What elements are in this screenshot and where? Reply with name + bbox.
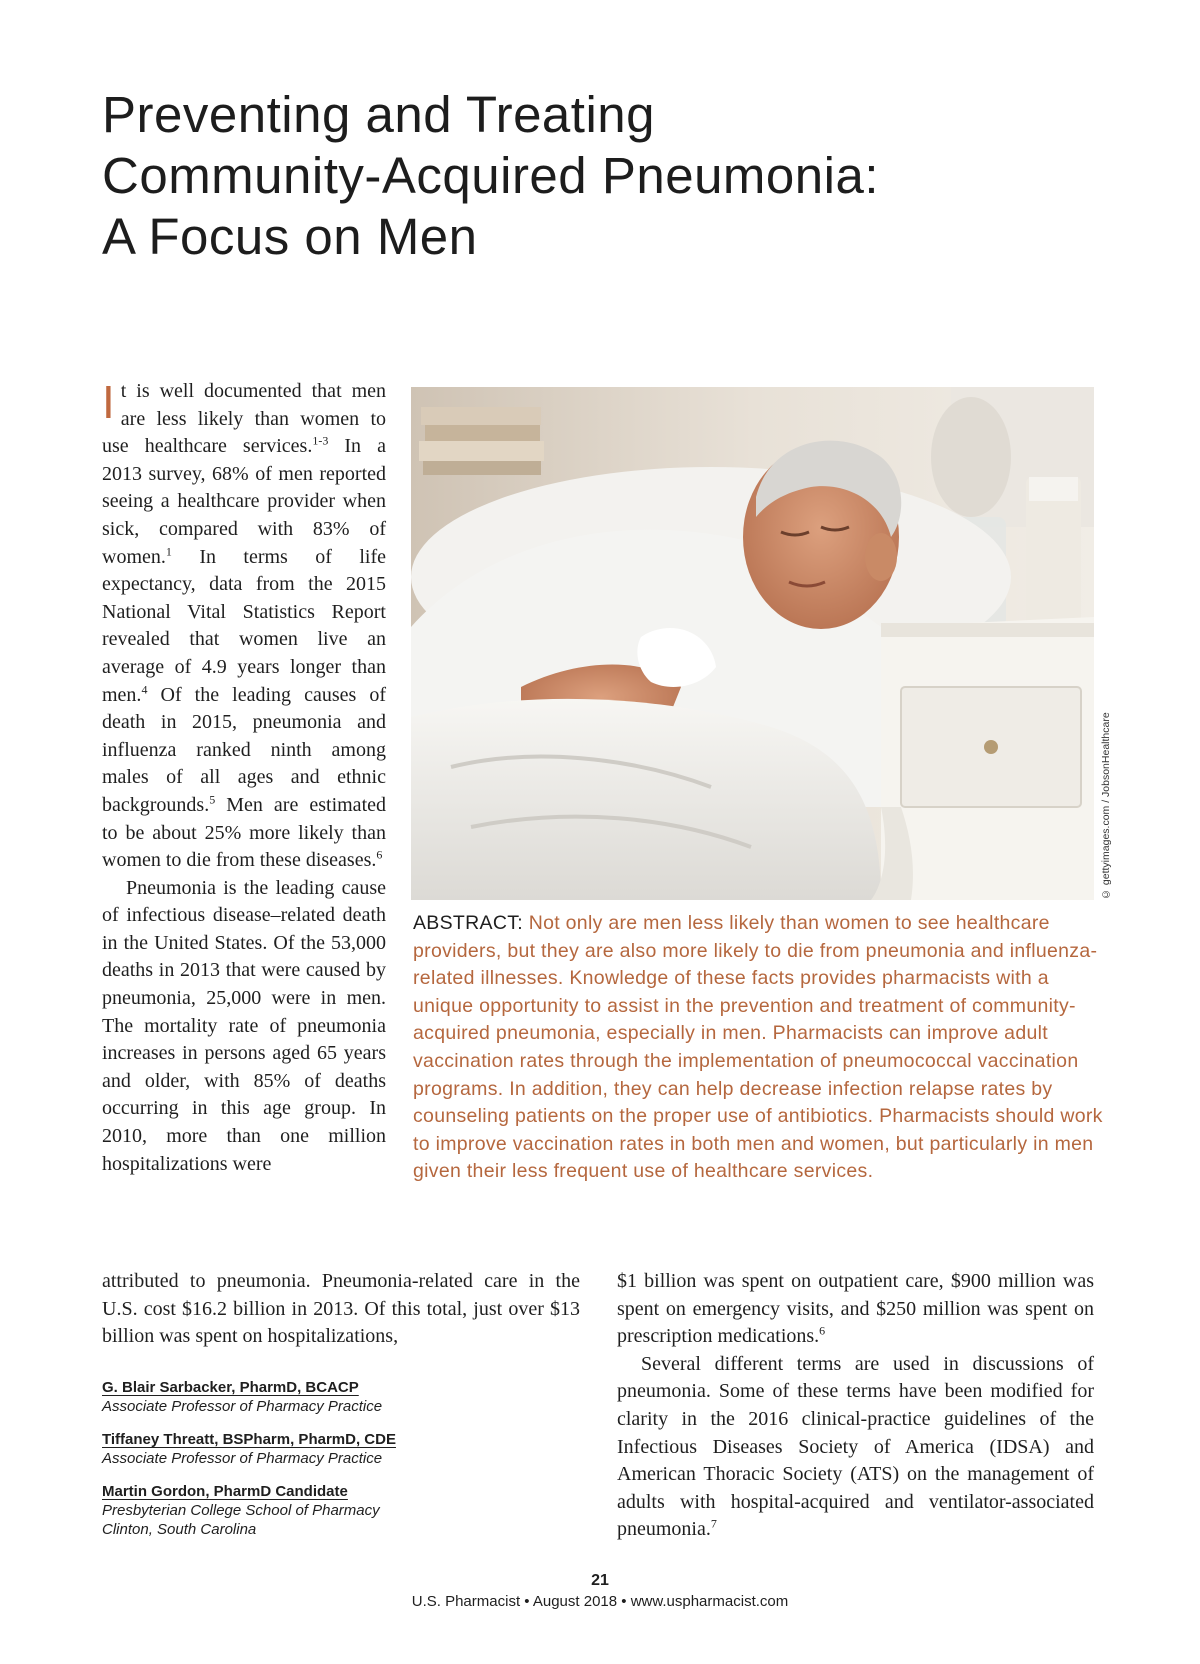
body-paragraph-1 bbox=[102, 378, 386, 875]
page-number: 21 bbox=[591, 1572, 609, 1589]
body-paragraph-2-end bbox=[617, 1268, 1094, 1351]
author-affiliation: Associate Professor of Pharmacy Practice bbox=[102, 1398, 383, 1415]
author-list bbox=[102, 1378, 542, 1553]
abstract-text: Not only are men less likely than women to see healthcare providers, but they are also more likely to die from pneumonia and influenza-related illnesses. Knowledge of these facts provides pharmacists with a unique opportunity to assist in the prevention and treatment of community-acquired pneumonia, especially in men. Pharmacists can improve adult vaccination rates through the implementation of pneumococcal vaccination programs. In addition, they can help decrease infection relapse rates by counseling patients on the proper use of antibiotics. Pharmacists should work to improve vaccination rates in both men and women, but particularly in men given their less frequent use of healthcare services. bbox=[413, 912, 1103, 1183]
article-title bbox=[102, 84, 1102, 267]
reference-superscript: 1 bbox=[165, 543, 172, 558]
title-line-2: Community-Acquired Pneumonia: bbox=[102, 147, 880, 204]
page-footer bbox=[0, 1570, 1200, 1612]
p1-text-e: Men are estimated to be about 25% more likely than women to die from these diseases. bbox=[102, 793, 386, 872]
author-name: G. Blair Sarbacker, PharmD, BCACP bbox=[102, 1379, 359, 1396]
drop-cap: I bbox=[102, 376, 115, 428]
author-location: Clinton, South Carolina bbox=[102, 1521, 257, 1538]
body-column-left bbox=[102, 378, 386, 1178]
p2-right-text: $1 billion was spent on outpatient care, $900 million was spent on emergency visits, and $250 million was spent on prescription medications. bbox=[617, 1270, 1094, 1348]
photo-credit: © gettyimages.com / JobsonHealthcare bbox=[1100, 712, 1112, 900]
author-affiliation: Presbyterian College School of Pharmacy bbox=[102, 1502, 380, 1519]
p1-text-a: t is well documented that men are less likely than women to use healthcare services. bbox=[102, 380, 386, 458]
abstract bbox=[413, 910, 1103, 1186]
reference-superscript: 4 bbox=[141, 681, 148, 696]
title-line-3: A Focus on Men bbox=[102, 208, 478, 265]
photo-illustration bbox=[411, 387, 1094, 900]
author-name: Martin Gordon, PharmD Candidate bbox=[102, 1483, 348, 1500]
reference-superscript: 5 bbox=[209, 792, 216, 807]
p3-text: Several different terms are used in discussions of pneumonia. Some of these terms have been modified for clarity in the 2016 clinical-practice guidelines of the Infectious Diseases Society of America (IDSA) and American Thoracic Society (ATS) on the management of adults with hospital-acquired and ventilator-associated pneumonia. bbox=[617, 1352, 1094, 1541]
abstract-label: ABSTRACT: bbox=[413, 912, 523, 934]
body-paragraph-2: Pneumonia is the leading cause of infectious disease–related death in the United States. Of the 53,000 deaths in 2013 that were caused by pneumonia, 25,000 were in men. The mortality rate of pneumonia increases in persons aged 65 years and older, with 85% of deaths occurring in this age group. In 2010, more than one million hospitalizations were bbox=[102, 876, 386, 1175]
reference-superscript: 6 bbox=[819, 1323, 826, 1338]
author-affiliation: Associate Professor of Pharmacy Practice bbox=[102, 1450, 383, 1467]
body-column-right bbox=[617, 1268, 1094, 1544]
reference-superscript: 6 bbox=[376, 847, 383, 862]
publication-line: U.S. Pharmacist • August 2018 • www.uspharmacist.com bbox=[411, 1593, 789, 1610]
p1-text-b: In a 2013 survey, 68% of men reported seeing a healthcare provider when sick, compared with 83% of women. bbox=[102, 435, 386, 568]
body-paragraph-2-continued: attributed to pneumonia. Pneumonia-related care in the U.S. cost $16.2 billion in 2013. Of this total, just over $13 billion was spent on hospitalizations, bbox=[102, 1270, 580, 1348]
title-line-1: Preventing and Treating bbox=[102, 86, 656, 143]
author-entry bbox=[102, 1378, 542, 1416]
author-name: Tiffaney Threatt, BSPharm, PharmD, CDE bbox=[102, 1431, 396, 1448]
reference-superscript: 1-3 bbox=[312, 433, 329, 448]
author-entry bbox=[102, 1430, 542, 1468]
body-paragraph-3 bbox=[617, 1351, 1094, 1544]
reference-superscript: 7 bbox=[710, 1516, 717, 1531]
author-entry bbox=[102, 1482, 542, 1539]
p1-text-c: In terms of life expectancy, data from the 2015 National Vital Statistics Report revealed that women live an average of 4.9 years longer than men. bbox=[102, 545, 386, 706]
hero-photo-sick-man-in-bed bbox=[411, 387, 1094, 900]
body-column-wide bbox=[102, 1268, 580, 1351]
p1-text-d: Of the leading causes of death in 2015, pneumonia and influenza ranked ninth among males of all ages and ethnic backgrounds. bbox=[102, 683, 386, 816]
